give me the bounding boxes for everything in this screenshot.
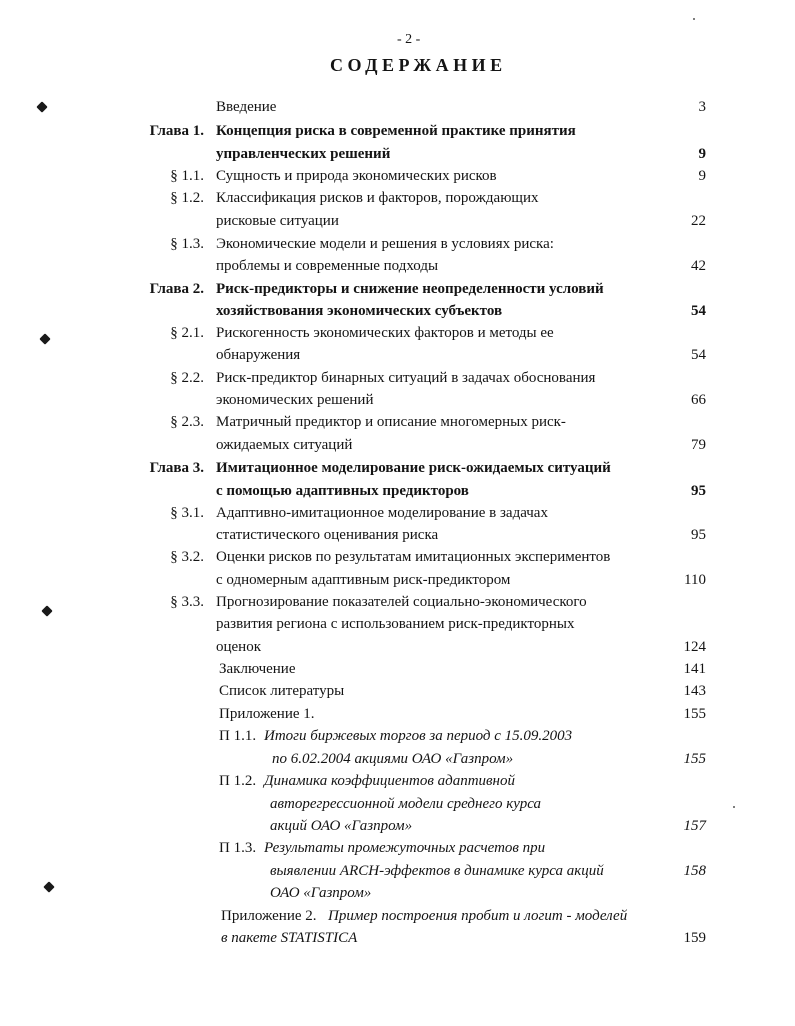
appendix-1-2-title-line2: авторегрессионной модели среднего курса (270, 796, 541, 812)
margin-mark (39, 333, 50, 344)
section-2-2-label: § 2.2. (170, 370, 204, 386)
chapter-1-label: Глава 1. (149, 123, 204, 139)
section-1-2-page: 22 (691, 213, 706, 229)
appendix-1-1-page: 155 (683, 751, 706, 767)
appendix-1-3-title-line3: ОАО «Газпром» (270, 885, 372, 901)
appendix-1-1-title-line2: по 6.02.2004 акциями ОАО «Газпром» (272, 751, 514, 767)
section-3-3-title-line3: оценок (216, 639, 261, 655)
section-2-3-page: 79 (691, 437, 706, 453)
margin-mark (36, 101, 47, 112)
section-1-1-page: 9 (698, 168, 706, 184)
section-3-1-label: § 3.1. (170, 505, 204, 521)
section-1-1-title: Сущность и природа экономических рисков (216, 168, 497, 184)
section-1-3-label: § 1.3. (170, 236, 204, 252)
entry-appendix-1-page: 155 (683, 706, 706, 722)
section-3-2-page: 110 (684, 572, 706, 588)
section-3-3-label: § 3.3. (170, 594, 204, 610)
section-1-2-title-line2: рисковые ситуации (216, 213, 339, 229)
section-3-1-page: 95 (691, 527, 706, 543)
section-3-2-title-line2: с одномерным адаптивным риск-предиктором (216, 572, 511, 588)
section-2-1-title-line2: обнаружения (216, 347, 301, 363)
section-2-3-title-line1: Матричный предиктор и описание многомерных риск- (216, 414, 566, 430)
margin-mark (43, 881, 54, 892)
appendix-2-page: 159 (683, 930, 706, 946)
entry-conclusion-page: 141 (683, 661, 706, 677)
section-2-3-label: § 2.3. (170, 414, 204, 430)
appendix-1-2-title-line3: акций ОАО «Газпром» (270, 818, 413, 834)
section-2-1-page: 54 (691, 347, 706, 363)
section-2-2-page: 66 (691, 392, 706, 408)
section-2-2-title-line1: Риск-предиктор бинарных ситуаций в задачах обоснования (216, 370, 596, 386)
entry-references-page: 143 (683, 683, 706, 699)
entry-references-title: Список литературы (219, 683, 345, 699)
section-2-1-label: § 2.1. (170, 325, 204, 341)
appendix-1-3-title-line1: Результаты промежуточных расчетов при (264, 840, 546, 856)
appendix-1-3-page: 158 (683, 863, 706, 879)
scan-speck (733, 806, 735, 808)
section-1-2-title-line1: Классификация рисков и факторов, порождающих (216, 190, 539, 206)
section-1-3-page: 42 (691, 258, 706, 274)
page-title: СОДЕРЖАНИЕ (330, 55, 507, 75)
chapter-2-page: 54 (691, 303, 706, 319)
page-number: - 2 - (397, 32, 421, 47)
section-3-1-title-line1: Адаптивно-имитационное моделирование в задачах (216, 505, 548, 521)
appendix-1-1-label: П 1.1. (219, 728, 257, 744)
appendix-1-1-title-line1: Итоги биржевых торгов за период с 15.09.2003 (264, 728, 573, 744)
appendix-2-title-line2: в пакете STATISTICA (221, 930, 358, 946)
section-3-1-title-line2: статистического оценивания риска (216, 527, 439, 543)
entry-intro-page: 3 (698, 99, 706, 115)
entry-appendix-1-title: Приложение 1. (219, 706, 315, 722)
entry-conclusion-title: Заключение (219, 661, 296, 677)
chapter-2-title-line2: хозяйствования экономических субъектов (216, 303, 503, 319)
section-3-3-page: 124 (683, 639, 706, 655)
section-1-3-title-line2: проблемы и современные подходы (216, 258, 439, 274)
appendix-2-title-line1: Пример построения пробит и логит - моделей (328, 908, 628, 924)
appendix-1-2-page: 157 (683, 818, 706, 834)
entry-intro-title: Введение (216, 99, 277, 115)
section-3-2-title-line1: Оценки рисков по результатам имитационных экспериментов (216, 549, 611, 565)
appendix-1-2-label: П 1.2. (219, 773, 257, 789)
chapter-3-title-line2: с помощью адаптивных предикторов (216, 483, 469, 499)
chapter-1-title-line1: Концепция риска в современной практике принятия (216, 123, 576, 139)
scan-speck (693, 18, 695, 20)
chapter-3-label: Глава 3. (149, 460, 204, 476)
chapter-2-label: Глава 2. (149, 281, 204, 297)
chapter-3-page: 95 (691, 483, 706, 499)
appendix-1-3-label: П 1.3. (219, 840, 257, 856)
appendix-1-3-title-line2: выявлении ARCH-эффектов в динамике курса акций (270, 863, 604, 879)
chapter-2-title-line1: Риск-предикторы и снижение неопределенности условий (216, 281, 604, 297)
section-3-2-label: § 3.2. (170, 549, 204, 565)
section-2-2-title-line2: экономических решений (216, 392, 374, 408)
chapter-3-title-line1: Имитационное моделирование риск-ожидаемых ситуаций (216, 460, 611, 476)
section-2-3-title-line2: ожидаемых ситуаций (216, 437, 353, 453)
section-3-3-title-line1: Прогнозирование показателей социально-экономического (216, 594, 587, 610)
chapter-1-page: 9 (698, 146, 706, 162)
appendix-2-label: Приложение 2. (221, 908, 317, 924)
section-2-1-title-line1: Рискогенность экономических факторов и методы ее (216, 325, 554, 341)
section-1-1-label: § 1.1. (170, 168, 204, 184)
appendix-1-2-title-line1: Динамика коэффициентов адаптивной (264, 773, 515, 789)
section-1-2-label: § 1.2. (170, 190, 204, 206)
margin-mark (41, 605, 52, 616)
section-3-3-title-line2: развития региона с использованием риск-предикторных (216, 616, 575, 632)
chapter-1-title-line2: управленческих решений (216, 146, 391, 162)
section-1-3-title-line1: Экономические модели и решения в условиях риска: (216, 236, 554, 252)
